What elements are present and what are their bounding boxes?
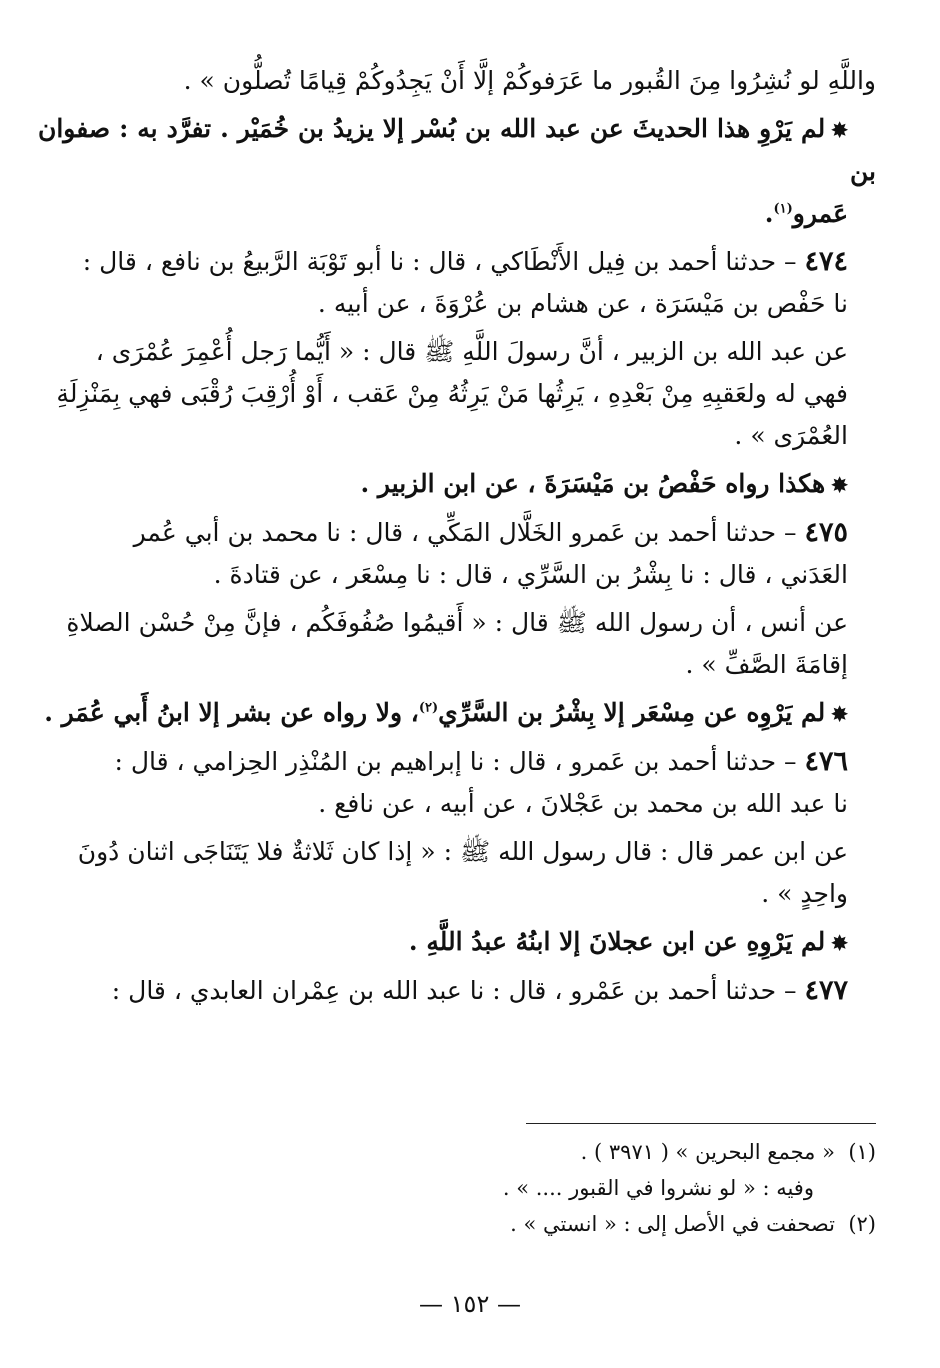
text-line: ✸هكذا رواه حَفْصُ بن مَيْسَرَةَ ، عن ابن الزبير . bbox=[360, 469, 848, 498]
page-body bbox=[38, 60, 876, 1018]
text-line: واحِدٍ » . bbox=[761, 879, 848, 908]
paragraph-continuation bbox=[38, 60, 876, 102]
text-line: ٤٧٦ – حدثنا أحمد بن عَمرو ، قال : نا إبراهيم بن المُنْذِر الحِزامي ، قال : bbox=[114, 746, 848, 777]
hadith-476-matn bbox=[38, 831, 876, 915]
paragraph-note-1 bbox=[38, 108, 876, 235]
hadith-474-matn bbox=[38, 331, 876, 457]
footnote-2: (٢) تصحفت في الأصل إلى : « انستي » . bbox=[510, 1212, 876, 1236]
footnote-1-continued: وفيه : « لو نشروا في القبور .... » . bbox=[502, 1176, 814, 1200]
paragraph-note-4 bbox=[38, 921, 876, 964]
footnotes bbox=[56, 1134, 876, 1242]
hadith-number: ٤٧٦ bbox=[804, 746, 848, 777]
footnote-ref: (١) bbox=[773, 201, 793, 217]
text-line: العُمْرَى » . bbox=[734, 421, 848, 450]
hadith-476 bbox=[38, 741, 876, 825]
text-line: عن أنس ، أن رسول الله ﷺ قال : « أَقيمُوا صُفُوفَكُم ، فإنَّ مِنْ حُسْن الصلاةِ bbox=[66, 608, 848, 637]
text-line: عن عبد الله بن الزبير ، أنَّ رسولَ اللَّهِ ﷺ قال : « أَيُّما رَجل أُعْمِرَ عُمْرَى ، bbox=[95, 337, 848, 366]
text-line: إقامَةَ الصَّفِّ » . bbox=[685, 650, 848, 679]
hadith-474 bbox=[38, 241, 876, 325]
footnote-1: (١) « مجمع البحرين » ( ٣٩٧١ ) . bbox=[580, 1140, 876, 1164]
text-line: ✸لم يَرْوِه عن مِسْعَر إلا بِشْرُ بن السَّرِّي$^{(٢)}$، ولا رواه عن بشر إلا ابنُ أَبي عُمَر . bbox=[44, 698, 848, 727]
star-icon: ✸ bbox=[831, 931, 848, 955]
star-icon: ✸ bbox=[831, 702, 848, 726]
page-number: — ١٥٢ — bbox=[419, 1290, 521, 1318]
text-line: فهي له ولعَقبِهِ مِنْ بَعْدِهِ ، يَرِثُها مَنْ يَرِثُهُ مِنْ عَقب ، أَوْ أُرْقِبَ رُقْبَى فهي بِمَنْزِلَةِ bbox=[56, 379, 848, 408]
text-line: نا حَفْص بن مَيْسَرَة ، عن هشام بن عُرْوَةَ ، عن أبيه . bbox=[317, 289, 848, 318]
star-icon: ✸ bbox=[831, 118, 848, 142]
text-line: ✸لم يَرْوِهِ عن ابن عجلانَ إلا ابنُهُ عبدُ اللَّهِ . bbox=[408, 927, 848, 956]
text-line: ٤٧٤ – حدثنا أحمد بن فِيل الأَنْطَاكي ، قال : نا أبو تَوْبَة الرَّبيعُ بن نافع ، قال : bbox=[82, 246, 848, 277]
text-line: العَدَني ، قال : نا بِشْرُ بن السَّرِّي ، قال : نا مِسْعَر ، عن قتادةَ . bbox=[213, 560, 848, 589]
footnote-separator bbox=[526, 1123, 876, 1124]
hadith-475 bbox=[38, 512, 876, 596]
text-line: واللَّهِ لو نُشِرُوا مِنَ القُبور ما عَرَفوكُمْ إلَّا أَنْ يَجِدُوكُمْ قِيامًا تُصلُّون » . bbox=[183, 66, 876, 95]
text-line: ٤٧٧ – حدثنا أحمد بن عَمْرو ، قال : نا عبد الله بن عِمْران العابدي ، قال : bbox=[111, 975, 848, 1006]
text-line: نا عبد الله بن محمد بن عَجْلانَ ، عن أبيه ، عن نافع . bbox=[318, 789, 848, 818]
hadith-number: ٤٧٤ bbox=[804, 246, 848, 277]
footnote-marker: (٢) bbox=[848, 1212, 876, 1236]
hadith-number: ٤٧٧ bbox=[804, 975, 848, 1006]
text-line: ✸لم يَرْوِ هذا الحديثَ عن عبد الله بن بُسْر إلا يزيدُ بن خُمَيْر . تفرَّد به : صفوان بن bbox=[38, 114, 876, 186]
star-icon: ✸ bbox=[831, 473, 848, 497]
hadith-number: ٤٧٥ bbox=[804, 517, 848, 548]
hadith-477 bbox=[38, 970, 876, 1012]
hadith-475-matn bbox=[38, 602, 876, 686]
text-line: ٤٧٥ – حدثنا أحمد بن عَمرو الخَلَّال المَكِّي ، قال : نا محمد بن أبي عُمر bbox=[133, 517, 848, 548]
footnote-ref: (٢) bbox=[418, 700, 439, 716]
paragraph-note-2 bbox=[38, 463, 876, 506]
text-line: عن ابن عمر قال : قال رسول الله ﷺ : « إذا كان ثَلاثةٌ فلا يَتَنَاجَى اثنان دُونَ bbox=[77, 837, 848, 866]
paragraph-note-3 bbox=[38, 692, 876, 735]
text-line: عَمرو$^{(١)}$. bbox=[764, 199, 848, 228]
footnote-marker: (١) bbox=[848, 1140, 876, 1164]
